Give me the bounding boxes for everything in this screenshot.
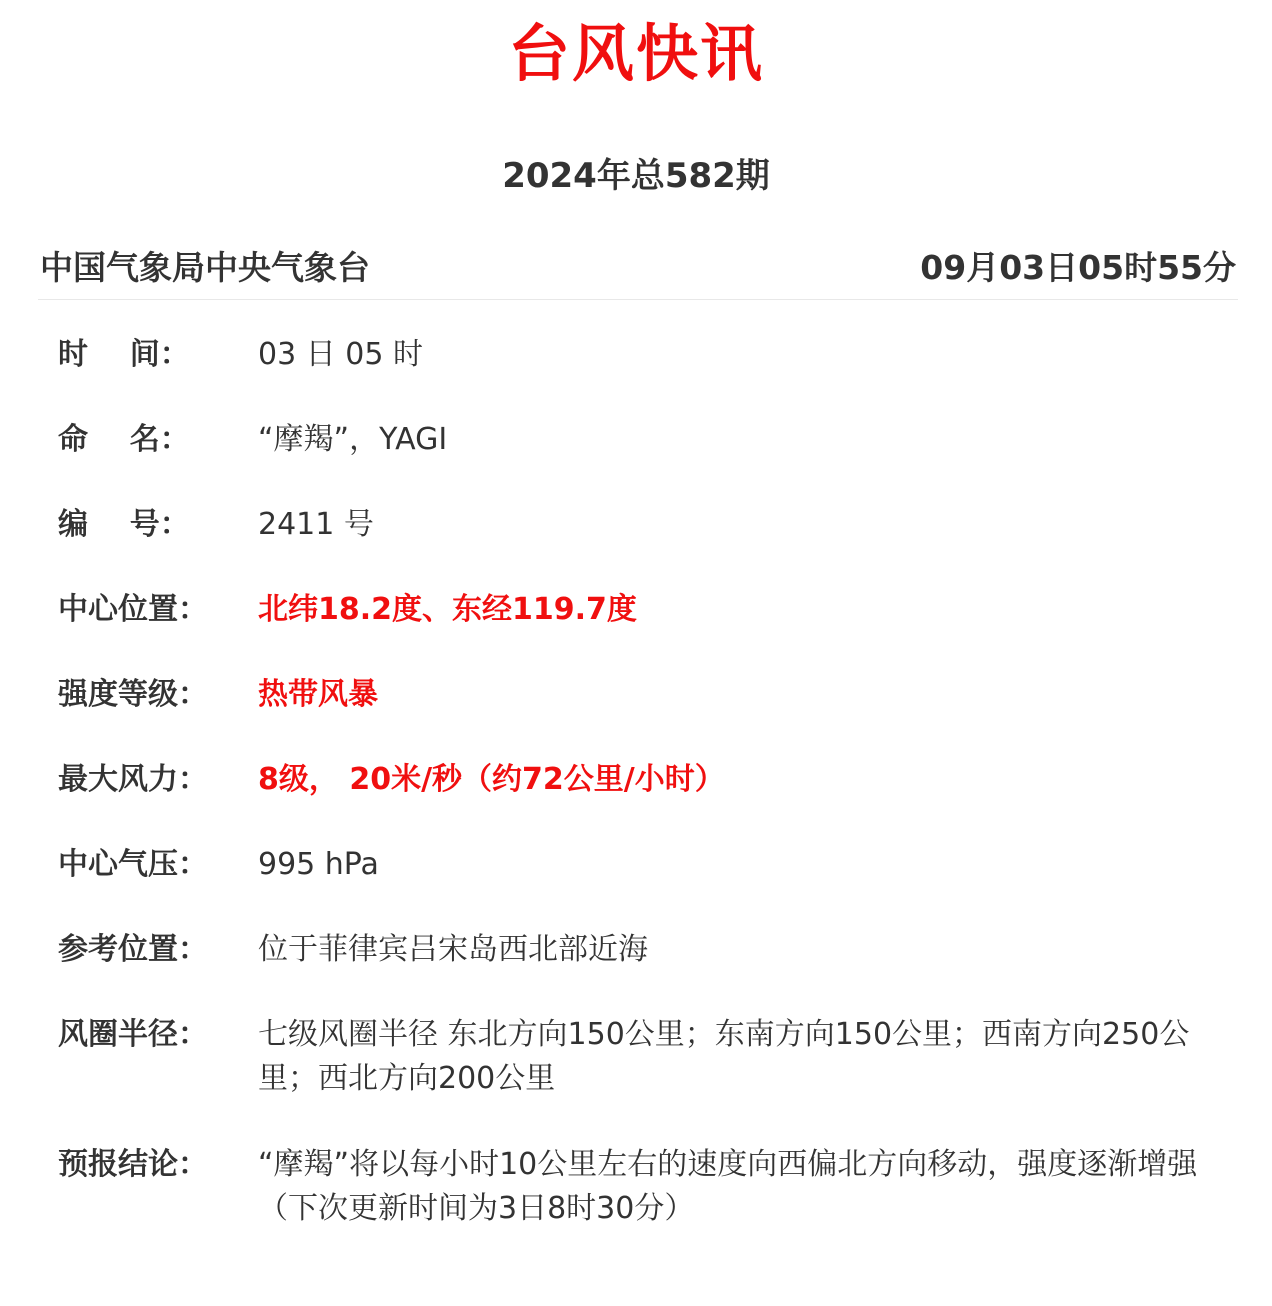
field-value: 北纬18.2度、东经119.7度 xyxy=(258,592,637,627)
field-value: 03 日 05 时 xyxy=(258,337,423,372)
field-value: 995 hPa xyxy=(258,847,379,882)
field-row-number xyxy=(58,503,1238,547)
field-label: 风圈半径： xyxy=(58,1017,208,1052)
field-value: 8级， 20米/秒（约72公里/小时） xyxy=(258,762,725,797)
field-row-intensity xyxy=(58,673,1238,717)
field-label: 中心气压： xyxy=(58,847,208,882)
field-row-name xyxy=(58,418,1238,462)
field-value: 位于菲律宾吕宋岛西北部近海 xyxy=(258,932,648,967)
field-label: 编 号： xyxy=(58,507,190,542)
field-value: “摩羯”，YAGI xyxy=(258,422,448,457)
meta-row xyxy=(40,240,1236,290)
field-value: 2411 号 xyxy=(258,507,374,542)
publish-time: 09月03日05时55分 xyxy=(920,247,1236,287)
field-row-reference-position xyxy=(58,928,1238,972)
issue-number: 2024年总582期 xyxy=(502,156,770,196)
field-value: 热带风暴 xyxy=(258,677,378,712)
field-row-center-position xyxy=(58,588,1238,632)
field-value xyxy=(258,1143,1238,1231)
forecast-text: “摩羯”将以每小时10公里左右的速度向西偏北方向移动，强度逐渐增强 xyxy=(258,1147,1198,1182)
page-title: 台风快讯 xyxy=(507,17,764,90)
field-label: 命 名： xyxy=(58,422,190,457)
source-agency: 中国气象局中央气象台 xyxy=(40,247,370,287)
field-label: 最大风力： xyxy=(58,762,208,797)
field-row-pressure xyxy=(58,843,1238,887)
next-update-note: （下次更新时间为3日8时30分） xyxy=(258,1191,695,1226)
field-row-max-wind xyxy=(58,758,1238,802)
field-row-forecast xyxy=(58,1143,1238,1231)
field-row-time xyxy=(58,333,1238,377)
field-label: 预报结论： xyxy=(58,1147,208,1182)
field-row-wind-radius xyxy=(58,1013,1238,1101)
field-label: 时 间： xyxy=(58,337,190,372)
field-label: 中心位置： xyxy=(58,592,208,627)
field-label: 强度等级： xyxy=(58,677,208,712)
header-divider xyxy=(38,299,1238,300)
field-value: 七级风圈半径 东北方向150公里；东南方向150公里；西南方向250公里；西北方向200公里 xyxy=(258,1017,1190,1096)
field-label: 参考位置： xyxy=(58,932,208,967)
